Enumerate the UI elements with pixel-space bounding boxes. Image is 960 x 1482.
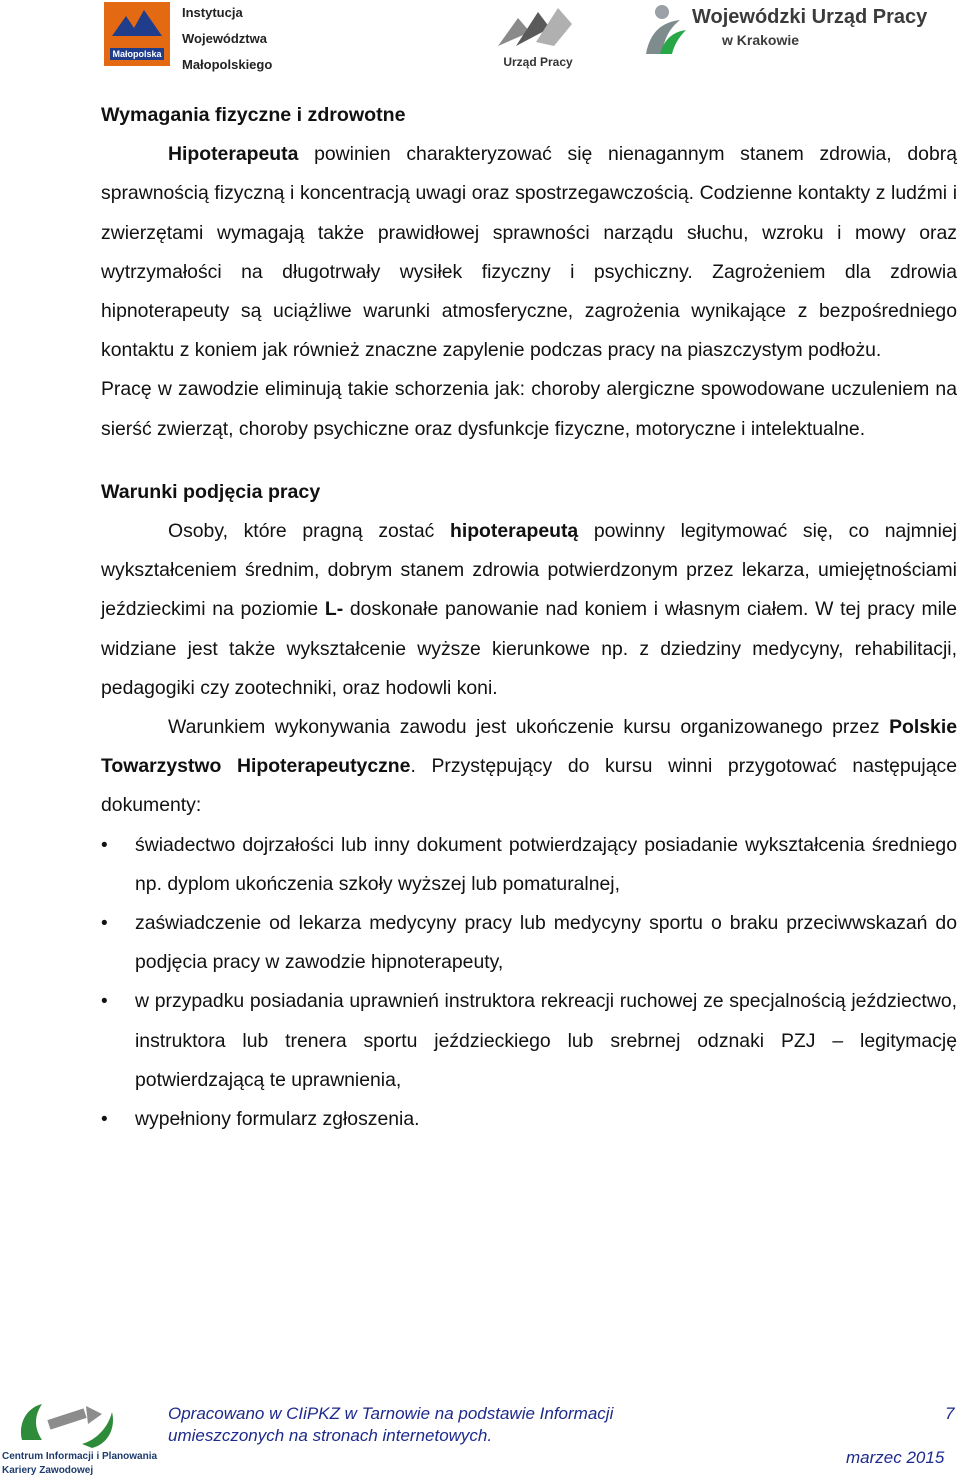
paragraph-conditions-1: Osoby, które pragną zostać hipoterapeutą powinny legitymować się, co najmniej wykształceniem średnim, dobrym stanem zdrowia potwierdzonym przez lekarza, umiejętnościami jeździeckimi na poziomie L- doskonałe panowanie nad koniem i własnym ciałem. W tej pracy mile widziane jest także wykształcenie wyższe kierunkowe np. z dziedziny medycyny, rehabilitacji, pedagogiki czy zootechniki, oraz hodowli koni. xyxy=(101,520,957,699)
footer-source-line1: Opracowano w CIiPKZ w Tarnowie na podstawie Informacji xyxy=(168,1404,614,1423)
list-item: • zaświadczenie od lekarza medycyny pracy lub medycyny sportu o braku przeciwwskazań do podjęcia pracy w zawodzie hipnoterapeuty, xyxy=(101,904,957,982)
page-number: 7 xyxy=(945,1404,955,1423)
urzad-pracy-text: Urząd Pracy xyxy=(503,55,573,69)
institution-name: Instytucja Województwa Małopolskiego xyxy=(182,5,273,72)
paragraph-health-2: Pracę w zawodzie eliminują takie schorzenia jak: choroby alergiczne spowodowane uczuleniem na sierść zwierząt, choroby psychiczne oraz dysfunkcje fizyczne, motoryczne i intelektualne. xyxy=(101,378,957,440)
list-item: • wypełniony formularz zgłoszenia. xyxy=(101,1100,957,1139)
wup-subtitle: w Krakowie xyxy=(722,32,800,48)
footer-source-line2: umieszczonych na stronach internetowych. xyxy=(168,1426,493,1445)
document-body xyxy=(101,96,957,1139)
section-heading-health: Wymagania fizyczne i zdrowotne xyxy=(101,104,406,126)
page-footer xyxy=(0,1380,960,1482)
section-heading-conditions: Warunki podjęcia pracy xyxy=(101,480,321,503)
list-item: • w przypadku posiadania uprawnień instruktora rekreacji ruchowej ze specjalnością jeździectwo, instruktora lub trenera sportu jeździeckiego lub srebrnej odznaki PZJ – legitymację potwierdzającą te uprawnienia, xyxy=(101,982,957,1100)
footer-date: marzec 2015 xyxy=(846,1448,945,1467)
malopolska-logo xyxy=(104,2,170,66)
documents-list xyxy=(101,826,957,1140)
paragraph-conditions-2: Warunkiem wykonywania zawodu jest ukończenie kursu organizowanego przez Polskie Towarzystwo Hipoterapeutyczne. Przystępujący do kursu winni przygotować następujące dokumenty: xyxy=(101,716,958,817)
list-item: • świadectwo dojrzałości lub inny dokument potwierdzający posiadanie wykształcenia średniego np. dyplom ukończenia szkoły wyższej lub pomaturalnej, xyxy=(101,826,957,904)
cip-logo-icon xyxy=(12,1394,124,1452)
wup-title: Wojewódzki Urząd Pracy xyxy=(692,6,928,28)
cip-name: Centrum Informacji i Planowania Kariery Zawodowej xyxy=(2,1451,158,1476)
wup-logo xyxy=(640,2,950,56)
page-header xyxy=(0,0,960,80)
paragraph-health-1: Hipoterapeuta powinien charakteryzować się nienagannym stanem zdrowia, dobrą sprawnością fizyczną i koncentracją uwagi oraz spostrzegawczością. Codzienne kontakty z ludźmi i zwierzętami wymagają także prawidłowej sprawności narządu słuchu, wzroku i mowy oraz wytrzymałości na długotrwały wysiłek fizyczny i psychiczny. Zagrożeniem dla zdrowia hipnoterapeuty są uciążliwe warunki atmosferyczne, zagrożenia wynikające z bezpośredniego kontaktu z koniem jak również znaczne zapylenie podczas pracy na piaszczystym podłożu. xyxy=(101,143,957,362)
urzad-pracy-logo xyxy=(492,2,582,70)
wup-emblem-icon xyxy=(640,2,688,56)
logo-badge-text: Małopolska xyxy=(112,49,162,59)
